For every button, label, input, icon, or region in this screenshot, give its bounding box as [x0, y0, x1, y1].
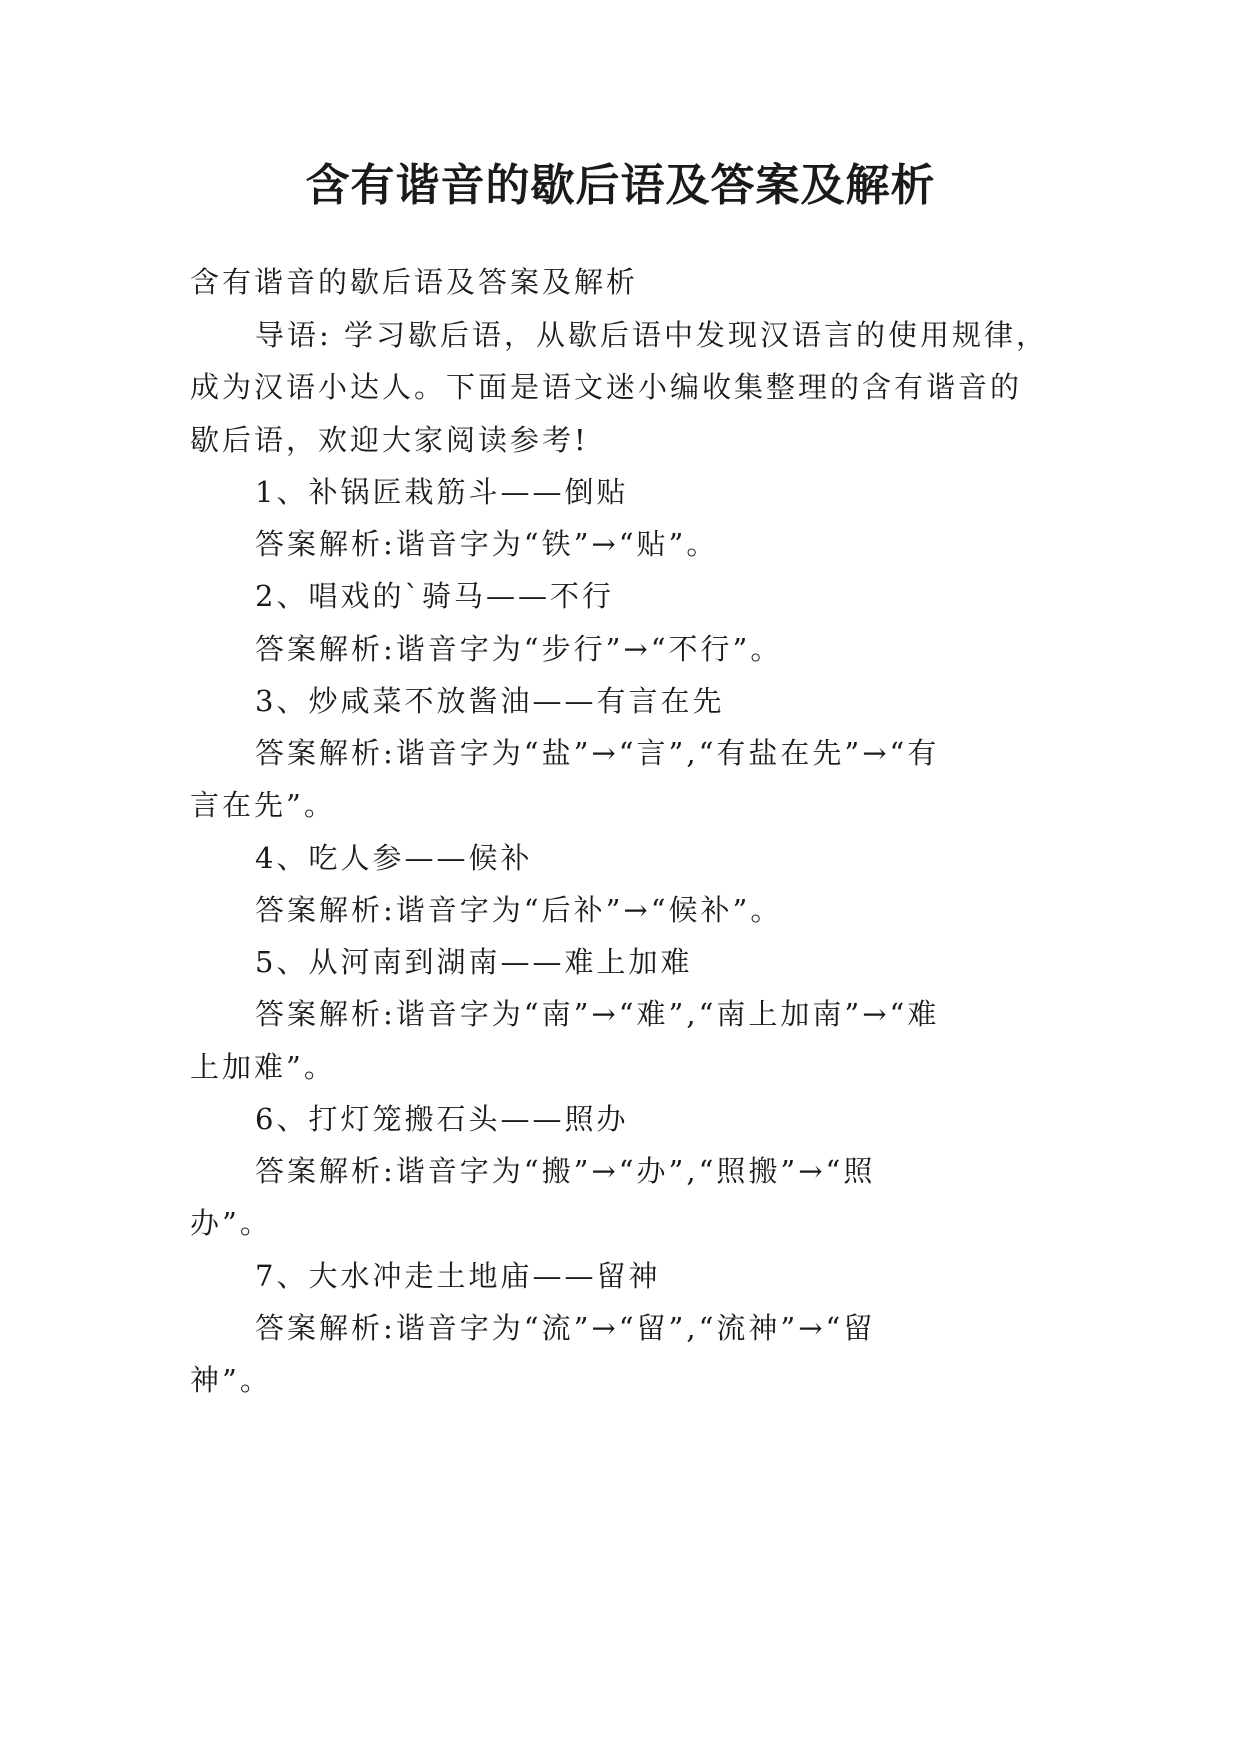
intro-line-3: 歇后语，欢迎大家阅读参考!: [190, 423, 589, 457]
item-4-answer: 答案解析:谐音字为“后补”→“候补”。: [255, 893, 783, 927]
item-6-answer-cont: 办”。: [190, 1206, 272, 1240]
item-3-answer-cont: 言在先”。: [190, 788, 336, 822]
item-2-answer: 答案解析:谐音字为“步行”→“不行”。: [255, 632, 783, 666]
item-5-title: 5、从河南到湖南——难上加难: [255, 945, 693, 979]
item-6-answer: 答案解析:谐音字为“搬”→“办”,“照搬”→“照: [255, 1154, 876, 1188]
item-1-title: 1、补锅匠栽筋斗——倒贴: [255, 475, 629, 509]
item-6-title: 6、打灯笼搬石头——照办: [255, 1102, 629, 1136]
item-5-answer-cont: 上加难”。: [190, 1050, 336, 1084]
item-1-answer: 答案解析:谐音字为“铁”→“贴”。: [255, 527, 719, 561]
item-4-title: 4、吃人参——候补: [255, 841, 533, 875]
item-3-answer: 答案解析:谐音字为“盐”→“言”,“有盐在先”→“有: [255, 736, 940, 770]
intro-line-2: 成为汉语小达人。下面是语文迷小编收集整理的含有谐音的: [190, 370, 1023, 404]
item-5-answer: 答案解析:谐音字为“南”→“难”,“南上加南”→“难: [255, 997, 940, 1031]
item-7-answer: 答案解析:谐音字为“流”→“留”,“流神”→“留: [255, 1311, 876, 1345]
item-7-answer-cont: 神”。: [190, 1363, 272, 1397]
item-3-title: 3、炒咸菜不放酱油——有言在先: [255, 684, 725, 718]
subtitle-line: 含有谐音的歇后语及答案及解析: [190, 265, 639, 299]
item-2-title: 2、唱戏的`骑马——不行: [255, 579, 614, 613]
intro-line-1: 导语: 学习歇后语，从歇后语中发现汉语言的使用规律，: [255, 318, 1048, 352]
document-title: 含有谐音的歇后语及答案及解析: [305, 160, 936, 211]
item-7-title: 7、大水冲走土地庙——留神: [255, 1259, 661, 1293]
